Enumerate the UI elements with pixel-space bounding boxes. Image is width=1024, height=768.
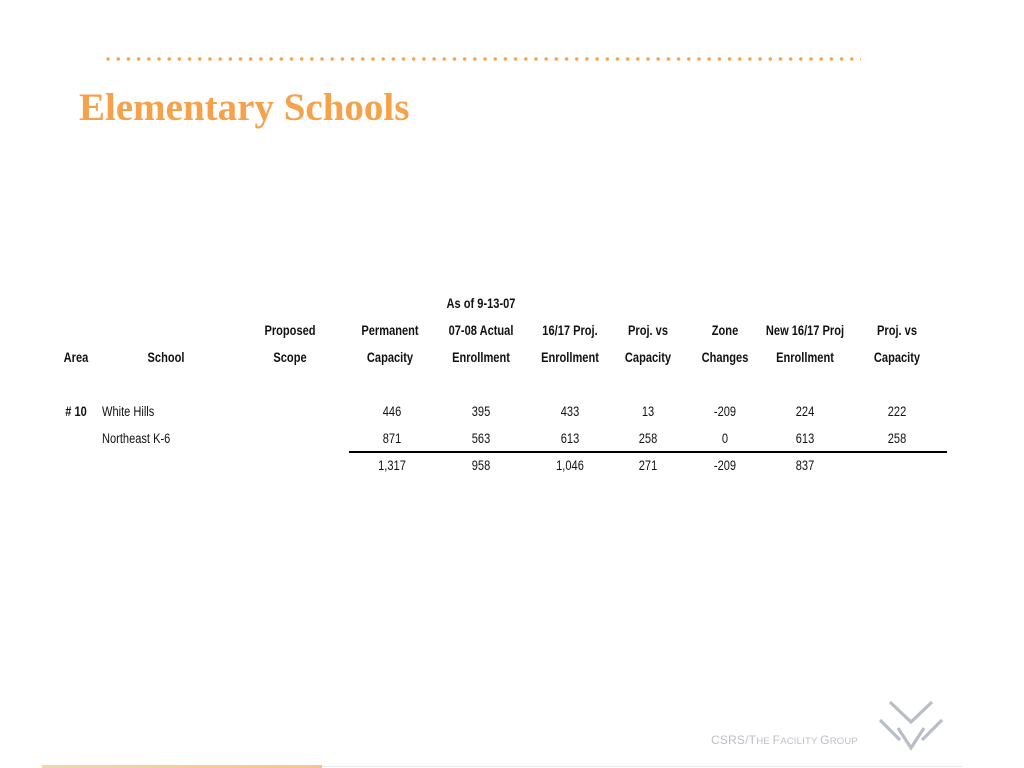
row2-newproj: 613 <box>795 431 815 446</box>
row2-zone: 0 <box>721 431 729 446</box>
footer-brand: CSRS/THE FACILITY GROUP <box>711 733 858 747</box>
row1-area: # 10 <box>65 404 87 419</box>
row2-actual: 563 <box>471 431 491 446</box>
row1-proj: 433 <box>560 404 580 419</box>
header-scope-line2: Scope <box>273 350 307 365</box>
header-actual-line2: Enrollment <box>452 350 510 365</box>
header-pvc2-line1: Proj. vs <box>876 323 918 338</box>
total-pvc: 271 <box>638 458 658 473</box>
header-zone-line2: Changes <box>701 350 749 365</box>
header-pvc-line2: Capacity <box>624 350 672 365</box>
total-perm: 1,317 <box>378 458 406 473</box>
header-proj-line1: 16/17 Proj. <box>542 323 598 338</box>
row2-school: Northeast K-6 <box>102 431 171 446</box>
double-chevron-logo-icon <box>878 700 944 752</box>
row1-perm: 446 <box>382 404 402 419</box>
totals-rule <box>349 451 947 453</box>
total-actual: 958 <box>471 458 491 473</box>
header-actual-line1: 07-08 Actual <box>448 323 514 338</box>
row1-school: White Hills <box>102 404 155 419</box>
row1-pvc: 13 <box>641 404 655 419</box>
row1-zone: -209 <box>713 404 737 419</box>
header-school: School <box>147 350 185 365</box>
total-proj: 1,046 <box>556 458 584 473</box>
header-actual-line0: As of 9-13-07 <box>446 296 516 311</box>
row2-proj: 613 <box>560 431 580 446</box>
total-newproj: 837 <box>795 458 815 473</box>
header-area: Area <box>63 350 89 365</box>
header-perm-line2: Capacity <box>366 350 414 365</box>
footer-line <box>322 766 962 767</box>
row1-pvc2: 222 <box>887 404 907 419</box>
row2-perm: 871 <box>382 431 402 446</box>
header-scope-line1: Proposed <box>264 323 316 338</box>
row1-newproj: 224 <box>795 404 815 419</box>
row2-pvc: 258 <box>638 431 658 446</box>
header-zone-line1: Zone <box>711 323 739 338</box>
header-pvc2-line2: Capacity <box>873 350 921 365</box>
row2-pvc2: 258 <box>887 431 907 446</box>
header-proj-line2: Enrollment <box>541 350 599 365</box>
header-pvc-line1: Proj. vs <box>627 323 669 338</box>
header-newproj-line1: New 16/17 Proj <box>765 323 845 338</box>
slide-title: Elementary Schools <box>79 86 410 129</box>
header-newproj-line2: Enrollment <box>776 350 834 365</box>
row1-actual: 395 <box>471 404 491 419</box>
header-perm-line1: Permanent <box>361 323 419 338</box>
total-zone: -209 <box>713 458 737 473</box>
